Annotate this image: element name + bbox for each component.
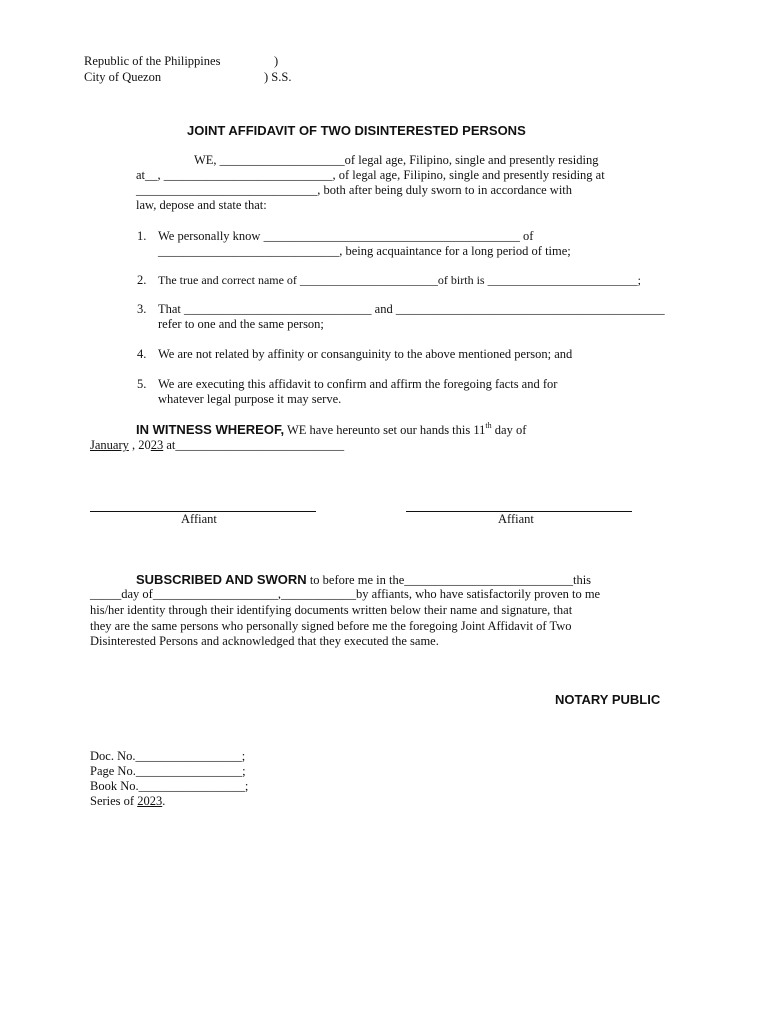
witness-year: 23 xyxy=(150,438,164,452)
item-5-line-1: We are executing this affidavit to confirm and affirm the foregoing facts and for xyxy=(158,377,558,391)
intro-line-2: at__, ___________________________, of legal age, Filipino, single and presently residing at xyxy=(136,168,605,182)
jurat-line-2: _____day of____________________,____________by affiants, who have satisfactorily proven to me xyxy=(90,587,601,601)
series-year-value: 2023 xyxy=(137,794,163,808)
item-5-line-2: whatever legal purpose it may serve. xyxy=(158,392,342,406)
item-2-number: 2. xyxy=(137,273,147,287)
item-1-number: 1. xyxy=(137,229,147,243)
venue-republic: Republic of the Philippines xyxy=(84,54,221,68)
jurat-line-1-text: to before me in the___________________________this xyxy=(306,573,592,587)
witness-tail: day of xyxy=(491,423,527,437)
item-3-line-1: That ______________________________ and ___________________________________________ xyxy=(158,302,665,316)
item-1-line-1: We personally know _________________________________________ of xyxy=(158,229,534,243)
jurat-line-1 xyxy=(136,572,591,588)
witness-day-suffix: th xyxy=(485,421,492,430)
item-4-number: 4. xyxy=(137,347,147,361)
witness-text: WE have hereunto set our hands this 11 xyxy=(284,423,486,437)
intro-line-4: law, depose and state that: xyxy=(136,198,267,212)
series-period: . xyxy=(162,794,166,808)
intro-line-1: WE, ____________________of legal age, Filipino, single and presently residing xyxy=(194,153,599,167)
witness-line-1 xyxy=(136,422,526,438)
jurat-line-5: Disinterested Persons and acknowledged that they executed the same. xyxy=(90,634,439,648)
witness-year-prefix: , 20 xyxy=(128,438,151,452)
venue-city: City of Quezon xyxy=(84,70,162,84)
affiant-label-right: Affiant xyxy=(498,512,534,526)
doc-number: Doc. No._________________; xyxy=(90,749,246,763)
page-number: Page No._________________; xyxy=(90,764,246,778)
witness-place: ___________________________ xyxy=(175,438,345,452)
jurat-line-3: his/her identity through their identifying documents written below their name and signature, that xyxy=(90,603,573,617)
item-3-number: 3. xyxy=(137,302,147,316)
jurat-line-4: they are the same persons who personally signed before me the foregoing Joint Affidavit of Two xyxy=(90,619,572,633)
witness-at: at xyxy=(163,438,176,452)
venue-ss: ) S.S. xyxy=(264,70,292,84)
witness-line-2 xyxy=(90,438,344,453)
witness-lead: IN WITNESS WHEREOF, xyxy=(136,422,285,437)
intro-line-3: _____________________________, both after being duly sworn to in accordance with xyxy=(136,183,573,197)
witness-month: January xyxy=(90,438,129,452)
document-title: JOINT AFFIDAVIT OF TWO DISINTERESTED PERSONS xyxy=(187,123,526,138)
jurat-lead: SUBSCRIBED AND SWORN xyxy=(136,572,307,587)
item-1-line-2: _____________________________, being acquaintance for a long period of time; xyxy=(158,244,571,258)
affiant-label-left: Affiant xyxy=(181,512,217,526)
item-2-line-1: The true and correct name of _______________________of birth is _________________________; xyxy=(158,273,641,287)
series-label: Series of xyxy=(90,794,138,808)
item-5-number: 5. xyxy=(137,377,147,391)
item-3-line-2: refer to one and the same person; xyxy=(158,317,324,331)
book-number: Book No._________________; xyxy=(90,779,249,793)
notary-public-label: NOTARY PUBLIC xyxy=(555,692,661,707)
series-year xyxy=(90,794,165,809)
venue-paren: ) xyxy=(274,54,279,68)
item-4-line-1: We are not related by affinity or consanguinity to the above mentioned person; and xyxy=(158,347,573,361)
